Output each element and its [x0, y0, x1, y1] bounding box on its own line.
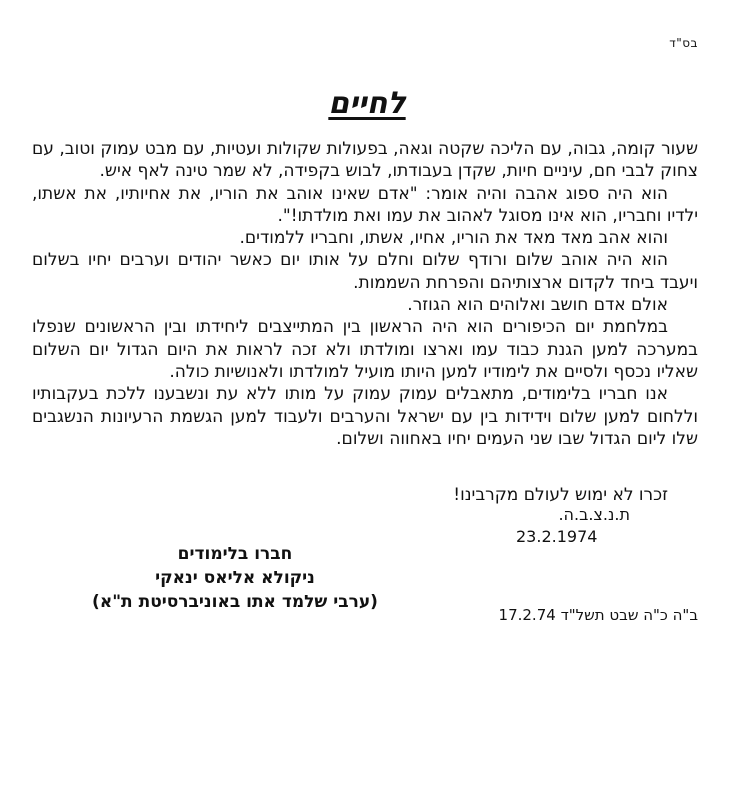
letter-body — [32, 138, 698, 450]
bsd-header: בס"ד — [669, 36, 698, 50]
gregorian-date: 23.2.1974 — [516, 527, 598, 546]
remember-line: זכרו לא ימוש לעולם מקרבינו! — [453, 485, 668, 505]
hebrew-date-footer: ב"ה כ"ה שבט תשל"ד 17.2.74 — [498, 606, 698, 624]
signoff-title: חברו בלימודים — [177, 544, 293, 564]
paragraph-fate: אולם אדם חושב ואלוהים הוא הגוזר. — [407, 295, 668, 316]
paragraph-description: שעור קומה, גבוה, עם הליכה שקטה וגאה, בפעולות שקולות ועטיות, עם מבט עמוק וטוב, עם צחוק לבבי חם, עיניים חיות, שקדן בעבודתו, לבוש בקפידה, לא שמר טינה לאף איש. — [32, 139, 698, 182]
letter-title: לחיים — [328, 86, 406, 121]
paragraph-peace-dream: הוא היה אוהב שלום ורודף שלום וחלם על אותו יום כאשר יהודים וערבים יחיו בשלום ויעבד ביחד לקדום ארצותיהם והפרחת השממות. — [32, 250, 698, 293]
signature-block — [0, 542, 470, 614]
paragraph-love-quote: הוא היה ספוג אהבה והיה אומר: "אדם שאינו אוהב את הוריו, את אחיותיו, את אשתו, ילדיו וחבריו, הוא אינו מסוגל לאהוב את עמו ואת מולדתו!". — [32, 183, 698, 226]
paragraph-yom-kippur-war: במלחמת יום הכיפורים הוא היה הראשון בין המתייצבים ליחידתו ובין הראשונים שנפלו במערכה למען הגנת כבוד עמו וארצו ומולדתו ולא זכה לראות את היום הגדול יום השלום שאליו נכסף ולסיים את לימודיו למען היותו מועיל למולדתו ולאנושיות כולה. — [32, 317, 698, 382]
signoff-name: ניקולא אליאס ינאקי — [155, 568, 315, 588]
signoff-description: (ערבי שלמד אתו באוניברסיטת ת"א) — [92, 592, 378, 612]
closing-block — [32, 484, 698, 506]
tnzbh-abbreviation: ת.נ.צ.ב.ה. — [558, 505, 630, 524]
paragraph-loved-family: והוא אהב מאד מאד את הוריו, אחיו, אשתו, וחבריו ללמודים. — [239, 228, 668, 249]
paragraph-friends-oath: אנו חבריו בלימודים, מתאבלים עמוק עמוק על מותו ללא עת ונשבענו ללכת בעקבותיו וללחום למען שלום וידידות בין עם ישראל והערבים ולעבוד למען הגשמת הרעיונות הנשגבים שלו ליום הגדול שבו שני העמים יחיו באחווה ושלום. — [32, 384, 698, 449]
